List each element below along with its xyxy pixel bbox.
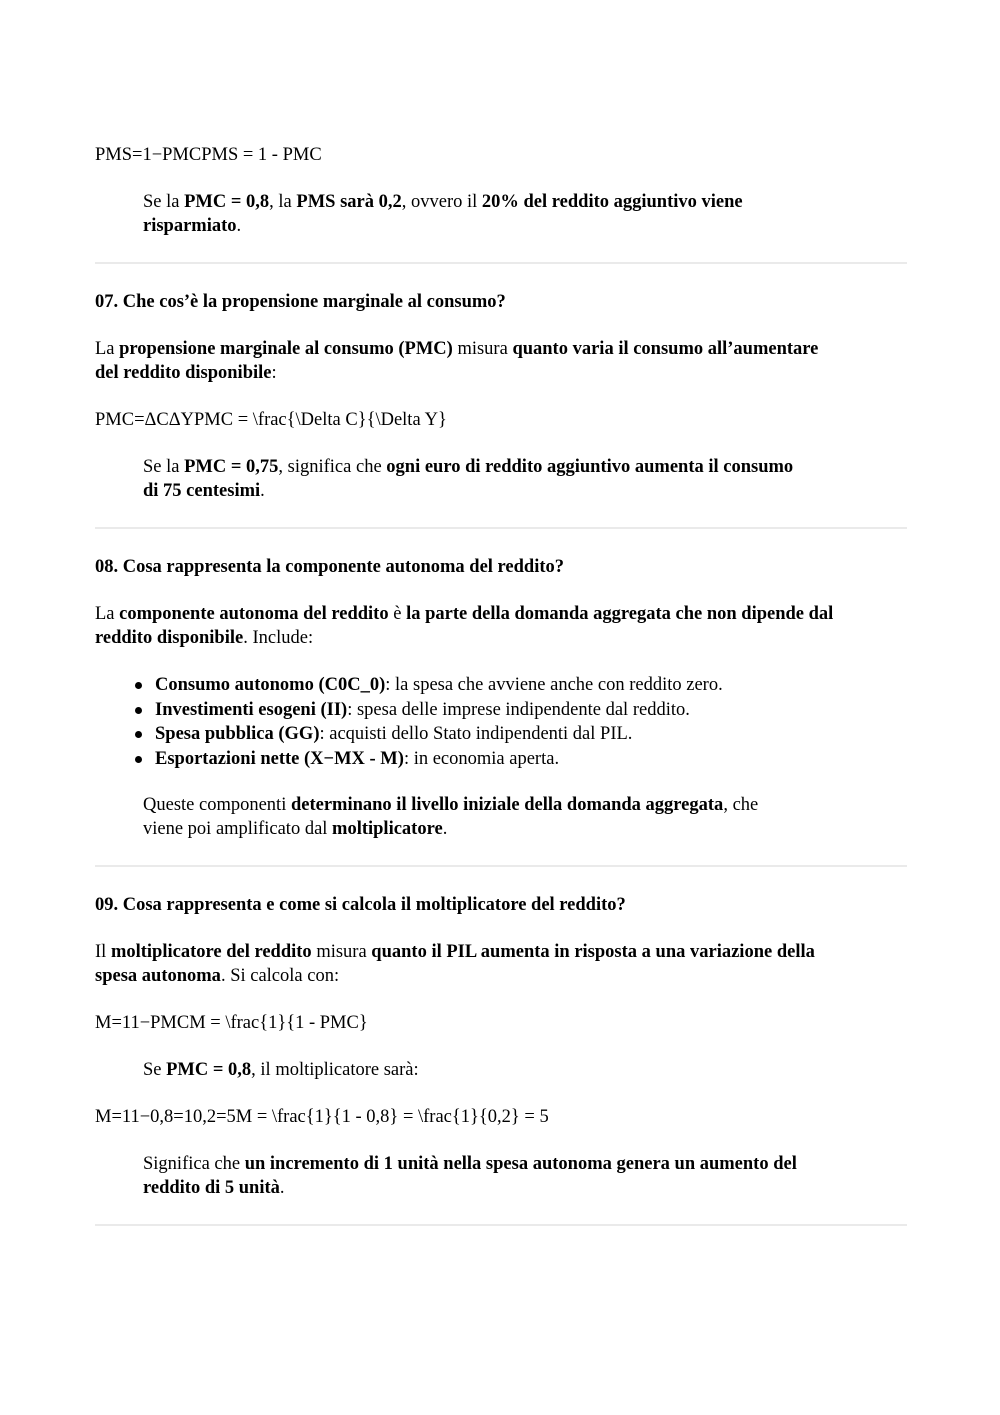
list-item: Esportazioni nette (X−MX - M): in economia aperta.: [155, 747, 907, 772]
pms-formula: PMS=1−PMCPMS = 1 - PMC: [95, 145, 322, 165]
bullet-icon: [135, 682, 142, 689]
bullet-icon: [135, 731, 142, 738]
multiplier-calculation: M=11−0,8=10,2=5M = \frac{1}{1 - 0,8} = \frac{1}{0,2} = 5: [95, 1107, 549, 1127]
list-item: Consumo autonomo (C0C_0): la spesa che avviene anche con reddito zero.: [155, 673, 907, 698]
multiplier-example: Se PMC = 0,8, il moltiplicatore sarà:: [143, 1060, 419, 1080]
question-07-title: 07. Che cos’è la propensione marginale al consumo?: [95, 292, 506, 312]
multiplier-formula: M=11−PMCM = \frac{1}{1 - PMC}: [95, 1013, 368, 1033]
autonomous-components-list: [95, 673, 907, 771]
list-item: Investimenti esogeni (II): spesa delle imprese indipendente dal reddito.: [155, 698, 907, 723]
question-09-definition: Il moltiplicatore del reddito misura quanto il PIL aumenta in risposta a una variazione della spesa autonoma. Si calcola con:: [95, 942, 815, 986]
pmc-example: Se la PMC = 0,75, significa che ogni euro di reddito aggiuntivo aumenta il consumo di 75 centesimi.: [143, 457, 794, 501]
multiplier-meaning: Significa che un incremento di 1 unità nella spesa autonoma genera un aumento del reddito di 5 unità.: [143, 1154, 797, 1198]
bullet-icon: [135, 707, 142, 714]
autonomous-components-note: Queste componenti determinano il livello iniziale della domanda aggregata, che viene poi amplificato dal moltiplicatore.: [143, 795, 759, 839]
bullet-icon: [135, 756, 142, 763]
list-item: Spesa pubblica (GG): acquisti dello Stato indipendenti dal PIL.: [155, 722, 907, 747]
question-09-title: 09. Cosa rappresenta e come si calcola il moltiplicatore del reddito?: [95, 895, 626, 915]
pms-example: Se la PMC = 0,8, la PMS sarà 0,2, ovvero il 20% del reddito aggiuntivo viene risparmiato.: [143, 192, 743, 236]
question-07-definition: La propensione marginale al consumo (PMC) misura quanto varia il consumo all’aumentare del reddito disponibile:: [95, 339, 819, 383]
section-divider: [95, 527, 907, 529]
section-divider: [95, 262, 907, 264]
question-08-definition: La componente autonoma del reddito è la parte della domanda aggregata che non dipende dal reddito disponibile. Include:: [95, 604, 834, 648]
question-08-title: 08. Cosa rappresenta la componente autonoma del reddito?: [95, 557, 565, 577]
document-page: [95, 143, 907, 1252]
pmc-formula: PMC=ΔCΔYPMC = \frac{\Delta C}{\Delta Y}: [95, 410, 447, 430]
section-divider: [95, 1224, 907, 1226]
section-divider: [95, 865, 907, 867]
